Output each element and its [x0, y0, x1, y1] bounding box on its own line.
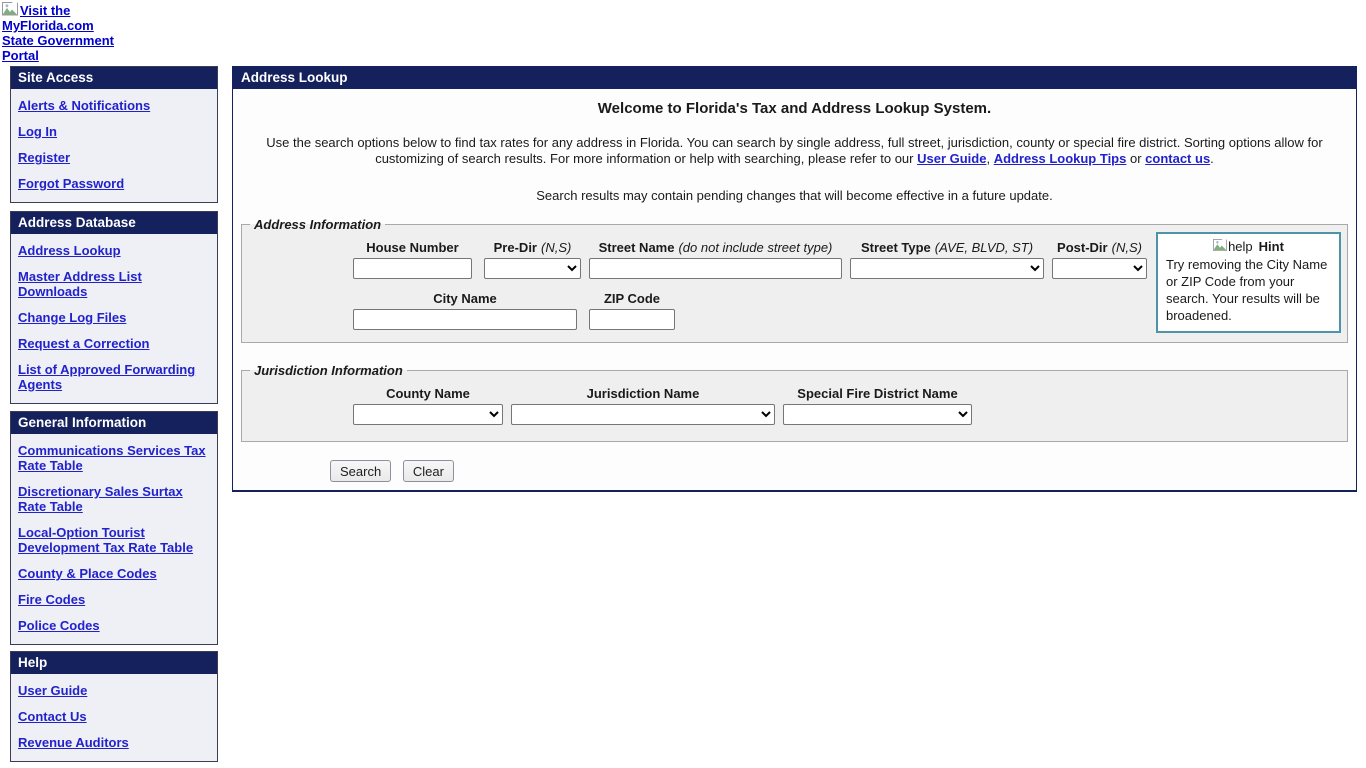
- house-number-field-group: [353, 240, 472, 279]
- pre-dir-field-group: [484, 240, 581, 279]
- sidebar-header-general-information: General Information: [11, 412, 217, 434]
- zip-code-field-group: [589, 291, 675, 330]
- sidebar-link-alerts-notifications[interactable]: Alerts & Notifications: [18, 98, 151, 113]
- pre-dir-format-hint: (N,S): [541, 240, 572, 255]
- house-number-label: House Number: [366, 240, 459, 255]
- street-type-select[interactable]: [850, 258, 1044, 279]
- sidebar-header-help: Help: [11, 652, 217, 674]
- sidebar-link-address-lookup[interactable]: Address Lookup: [18, 243, 121, 258]
- help-image-alt-text: help: [1228, 239, 1253, 254]
- sidebar-link-county-place-codes[interactable]: County & Place Codes: [18, 566, 157, 581]
- broken-image-icon: [2, 2, 18, 18]
- intro-sep-1: ,: [986, 150, 994, 166]
- city-name-input[interactable]: [353, 309, 577, 330]
- jurisdiction-name-select[interactable]: [511, 404, 775, 425]
- city-name-label: City Name: [433, 291, 497, 306]
- portal-link-text: Visit the MyFlorida.com State Government Portal: [2, 3, 114, 63]
- contact-us-link[interactable]: contact us: [1145, 150, 1211, 166]
- sidebar-link-discretionary-sales-surtax[interactable]: Discretionary Sales Surtax Rate Table: [18, 484, 183, 514]
- sidebar-link-fire-codes[interactable]: Fire Codes: [18, 592, 86, 607]
- street-name-input[interactable]: [589, 258, 842, 279]
- sidebar-link-police-codes[interactable]: Police Codes: [18, 618, 100, 633]
- sidebar-link-request-a-correction[interactable]: Request a Correction: [18, 336, 150, 351]
- house-number-input[interactable]: [353, 258, 472, 279]
- special-fire-district-field-group: [783, 386, 972, 425]
- welcome-heading: Welcome to Florida's Tax and Address Lookup System.: [597, 100, 992, 117]
- post-dir-select[interactable]: [1052, 258, 1147, 279]
- county-name-field-group: [353, 386, 503, 425]
- city-name-field-group: [353, 291, 577, 330]
- search-button[interactable]: Search: [330, 460, 391, 482]
- sidebar-header-site-access: Site Access: [11, 67, 217, 89]
- pre-dir-label: Pre-Dir: [493, 240, 537, 255]
- pre-dir-select[interactable]: [484, 258, 581, 279]
- sidebar-link-master-address-list-downloads[interactable]: Master Address List Downloads: [18, 269, 142, 299]
- sidebar-section-general-information: [10, 411, 218, 645]
- county-name-select[interactable]: [353, 404, 503, 425]
- county-name-label: County Name: [386, 386, 470, 401]
- hint-box: [1156, 232, 1341, 333]
- hint-text: Try removing the City Name or ZIP Code from your search. Your results will be broadened.: [1166, 257, 1328, 323]
- sidebar-link-tourist-development-tax[interactable]: Local-Option Tourist Development Tax Rate Table: [18, 525, 194, 555]
- street-name-label: Street Name: [598, 240, 675, 255]
- user-guide-link[interactable]: User Guide: [917, 150, 987, 166]
- address-information-legend: Address Information: [254, 217, 382, 232]
- sidebar-section-site-access: [10, 66, 218, 203]
- street-name-field-group: [589, 240, 842, 279]
- special-fire-district-label: Special Fire District Name: [797, 386, 958, 401]
- sidebar-section-address-database: [10, 211, 218, 404]
- clear-button[interactable]: Clear: [403, 460, 454, 482]
- intro-text-1: Use the search options below to find tax rates for any address in Florida. You can search by single address, full street, jurisdiction, county or special fire district. Sorting options allow for customizing of search results. For more information or help with searching, please refer to our: [266, 135, 1323, 166]
- jurisdiction-name-field-group: [511, 386, 775, 425]
- broken-help-image-icon: [1213, 239, 1227, 253]
- address-lookup-panel: [232, 66, 1357, 492]
- sidebar-link-contact-us[interactable]: Contact Us: [18, 709, 87, 724]
- special-fire-district-select[interactable]: [783, 404, 972, 425]
- sidebar-link-log-in[interactable]: Log In: [18, 124, 57, 139]
- sidebar-link-register[interactable]: Register: [18, 150, 71, 165]
- sidebar-link-forgot-password[interactable]: Forgot Password: [18, 176, 125, 191]
- jurisdiction-information-legend: Jurisdiction Information: [254, 363, 403, 378]
- sidebar-link-communications-services-tax[interactable]: Communications Services Tax Rate Table: [18, 443, 206, 473]
- post-dir-field-group: [1052, 240, 1147, 279]
- street-name-format-hint: (do not include street type): [678, 240, 833, 255]
- post-dir-format-hint: (N,S): [1111, 240, 1142, 255]
- post-dir-label: Post-Dir: [1057, 240, 1108, 255]
- sidebar-section-help: [10, 651, 218, 762]
- zip-code-label: ZIP Code: [603, 291, 661, 306]
- intro-paragraph: [265, 135, 1324, 166]
- myflorida-portal-link[interactable]: [2, 2, 120, 63]
- zip-code-input[interactable]: [589, 309, 675, 330]
- jurisdiction-name-label: Jurisdiction Name: [586, 386, 700, 401]
- street-type-format-hint: (AVE, BLVD, ST): [934, 240, 1034, 255]
- panel-title: Address Lookup: [233, 67, 1356, 89]
- address-lookup-tips-link[interactable]: Address Lookup Tips: [993, 150, 1127, 166]
- pending-note: Search results may contain pending changes that will become effective in a future update.: [536, 188, 1053, 203]
- sidebar-link-revenue-auditors[interactable]: Revenue Auditors: [18, 735, 129, 750]
- sidebar-link-user-guide[interactable]: User Guide: [18, 683, 88, 698]
- street-type-field-group: [850, 240, 1044, 279]
- sidebar-link-change-log-files[interactable]: Change Log Files: [18, 310, 127, 325]
- street-type-label: Street Type: [860, 240, 931, 255]
- jurisdiction-information-fieldset: [241, 363, 1348, 442]
- hint-title: Hint: [1258, 239, 1284, 254]
- sidebar-header-address-database: Address Database: [11, 212, 217, 234]
- intro-sep-2: or: [1126, 150, 1146, 166]
- intro-text-2: .: [1210, 150, 1214, 166]
- sidebar-link-approved-forwarding-agents[interactable]: List of Approved Forwarding Agents: [18, 362, 196, 392]
